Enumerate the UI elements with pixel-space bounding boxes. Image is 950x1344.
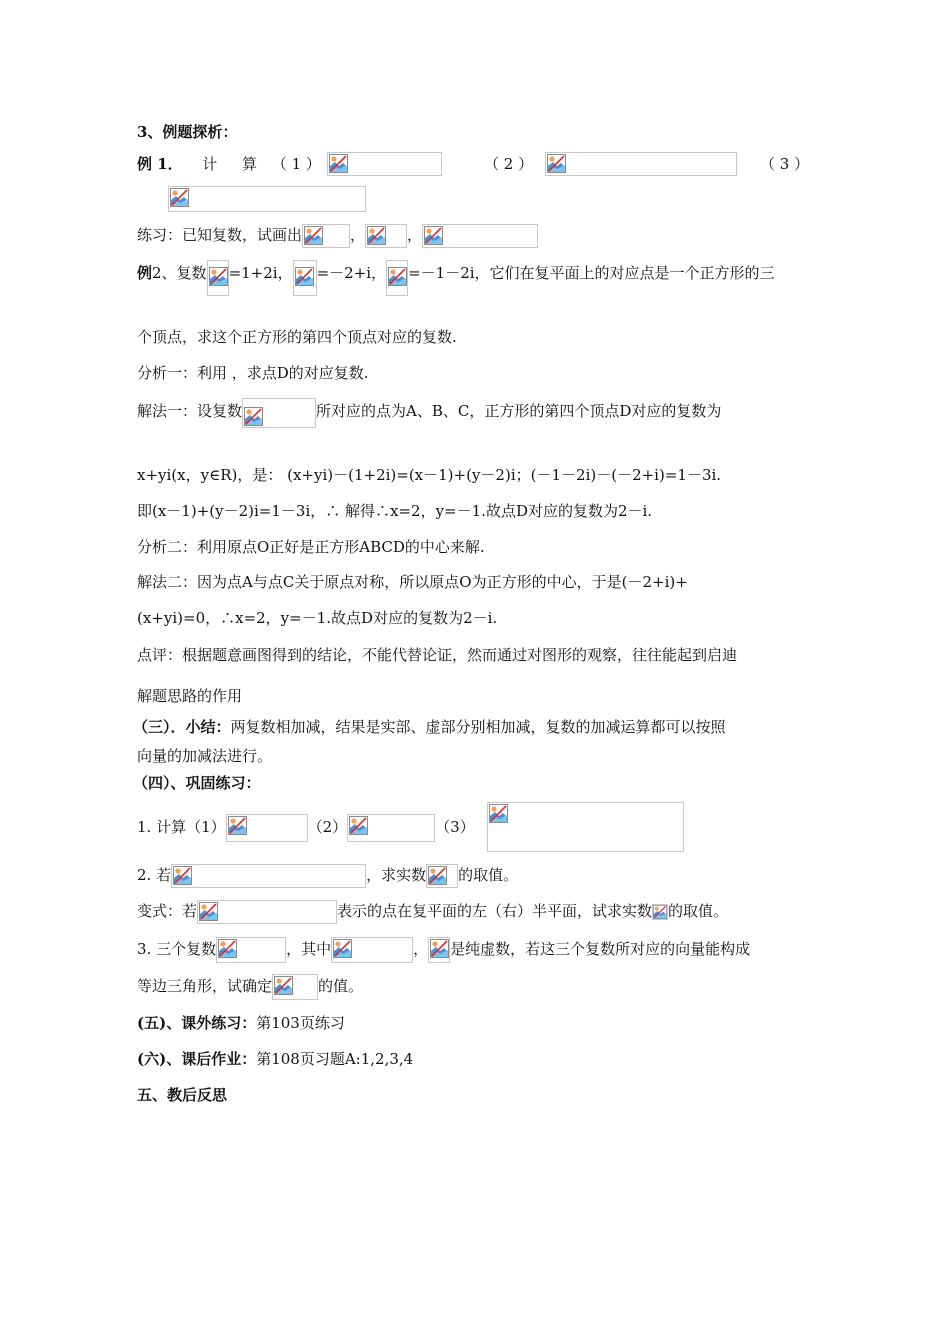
broken-image-icon — [329, 154, 348, 173]
example-1-calc: 计 算 — [202, 155, 268, 173]
question-3-mid2: 是纯虚数，若这三个复数所对应的向量能构成 — [450, 940, 751, 958]
formula-image — [428, 937, 450, 963]
summary-line1 — [133, 714, 726, 740]
section-title-reflection: 五、教后反思 — [137, 1086, 228, 1104]
consolidate-heading: （四）、巩固练习： — [133, 774, 261, 792]
formula-image — [293, 260, 317, 296]
example-1-part1: （ 1 ） — [271, 155, 321, 173]
formula-image — [487, 802, 684, 852]
formula-image — [422, 224, 538, 248]
solution-1-line2: x+yi(x，y∈R)，是： (x+yi)－(1+2i)=(x－1)+(y－2)i；(－1－2i)－(－2+i)=1－3i. — [137, 466, 722, 484]
question-2-prefix: 2. 若 — [137, 866, 172, 884]
formula-image — [168, 186, 366, 212]
solution-2-line1: 解法二：因为点A与点C关于原点对称，所以原点O为正方形的中心，于是(－2+i)+ — [137, 573, 688, 591]
example-2-z2: =－2+i， — [316, 264, 387, 282]
example-1-part3: （ 3 ） — [760, 155, 810, 173]
broken-image-icon — [244, 407, 263, 426]
homework-line — [137, 1046, 413, 1072]
variant-mid: 表示的点在复平面的左（右）半平面，试求实数 — [337, 902, 653, 920]
formula-image — [242, 398, 316, 428]
broken-image-icon — [367, 226, 386, 245]
example-2-z1: =1+2i， — [228, 264, 293, 282]
broken-image-icon — [653, 905, 667, 919]
homework-text: 第108页习题A:1,2,3,4 — [256, 1050, 414, 1068]
analysis-2: 分析二：利用原点O正好是正方形ABCD的中心来解. — [137, 538, 485, 556]
extra-practice-text: 第103页练习 — [256, 1014, 345, 1032]
practice-text: 练习：已知复数，试画出 — [137, 226, 303, 244]
extra-practice-line — [137, 1010, 345, 1036]
formula-image — [652, 904, 668, 920]
broken-image-icon — [209, 267, 228, 286]
comma: ， — [413, 940, 429, 958]
broken-image-icon — [274, 976, 293, 995]
broken-image-icon — [489, 804, 508, 823]
formula-image — [347, 814, 435, 842]
question-2-suffix: 的取值。 — [458, 866, 519, 884]
broken-image-icon — [430, 939, 449, 958]
extra-practice-heading: (五)、课外练习： — [137, 1014, 257, 1032]
formula-image — [272, 974, 318, 1000]
homework-heading: (六)、课后作业： — [137, 1050, 257, 1068]
broken-image-icon — [333, 939, 352, 958]
broken-image-icon — [428, 866, 447, 885]
example-1-line — [137, 151, 321, 177]
formula-image — [226, 814, 308, 842]
broken-image-icon — [173, 866, 192, 885]
example-1-part2: （ 2 ） — [484, 155, 534, 173]
broken-image-icon — [228, 816, 247, 835]
broken-image-icon — [349, 816, 368, 835]
summary-text: 两复数相加减，结果是实部、虚部分别相加减，复数的加减运算都可以按照 — [230, 718, 726, 736]
solution-1-prefix: 解法一：设复数 — [137, 402, 243, 420]
question-3-line2 — [137, 973, 363, 999]
comment-line2: 解题思路的作用 — [137, 687, 243, 705]
example-2-label: 例 — [137, 264, 153, 282]
example-1-label: 例 1． — [137, 155, 183, 173]
formula-image — [327, 152, 442, 176]
broken-image-icon — [388, 267, 407, 286]
question-3-line2a: 等边三角形，试确定 — [137, 977, 273, 995]
formula-image — [207, 260, 229, 296]
solution-2-line2: (x+yi)=0，∴x=2，y=－1.故点D对应的复数为2－i. — [137, 609, 498, 627]
question-1-text: 1. 计算（1） — [137, 818, 226, 836]
question-1-part2: （2） — [307, 818, 348, 836]
formula-image — [386, 260, 408, 296]
solution-1-line3: 即(x－1)+(y－2)i=1－3i，∴ 解得∴x=2，y=－1.故点D对应的复数为2－i. — [137, 502, 653, 520]
example-2-line — [137, 260, 775, 286]
variant-suffix: 的取值。 — [668, 902, 729, 920]
formula-image — [216, 937, 286, 963]
formula-image — [426, 864, 458, 888]
variant-prefix: 变式：若 — [137, 902, 198, 920]
broken-image-icon — [304, 226, 323, 245]
summary-line2: 向量的加减法进行。 — [137, 747, 273, 765]
broken-image-icon — [295, 267, 314, 286]
question-3-line — [137, 936, 750, 962]
example-2-text: 2、复数 — [152, 264, 207, 282]
broken-image-icon — [547, 154, 566, 173]
formula-image — [171, 864, 366, 888]
question-3-mid1: ，其中 — [286, 940, 332, 958]
broken-image-icon — [424, 226, 443, 245]
question-2-line — [137, 862, 518, 888]
question-1-line — [137, 814, 475, 840]
formula-image — [331, 937, 413, 963]
section-title-examples: 3、例题探析： — [137, 123, 238, 141]
formula-image — [197, 900, 337, 924]
analysis-1: 分析一：利用 ，求点D的对应复数. — [137, 364, 369, 382]
question-1-part3: （3） — [435, 818, 475, 836]
question-3-line2b: 的值。 — [318, 977, 364, 995]
question-3-prefix: 3. 三个复数 — [137, 940, 217, 958]
summary-heading: （三）．小结： — [133, 718, 231, 736]
comma: ， — [350, 226, 366, 244]
variant-line — [137, 898, 728, 924]
formula-image — [365, 224, 407, 248]
comment-line1: 点评：根据题意画图得到的结论，不能代替论证，然而通过对图形的观察，往往能起到启迪 — [137, 646, 738, 664]
formula-image — [302, 224, 350, 248]
question-2-mid: ，求实数 — [366, 866, 427, 884]
broken-image-icon — [218, 939, 237, 958]
example-2-line2: 个顶点，求这个正方形的第四个顶点对应的复数. — [137, 328, 457, 346]
formula-image — [545, 152, 737, 176]
solution-1-suffix: 所对应的点为A、B、C，正方形的第四个顶点D对应的复数为 — [316, 402, 722, 420]
solution-1-line1 — [137, 398, 721, 424]
broken-image-icon — [199, 902, 218, 921]
broken-image-icon — [170, 188, 189, 207]
comma: ， — [407, 226, 423, 244]
practice-line — [137, 222, 538, 248]
example-2-z3: =－1－2i，它们在复平面上的对应点是一个正方形的三 — [408, 264, 775, 282]
